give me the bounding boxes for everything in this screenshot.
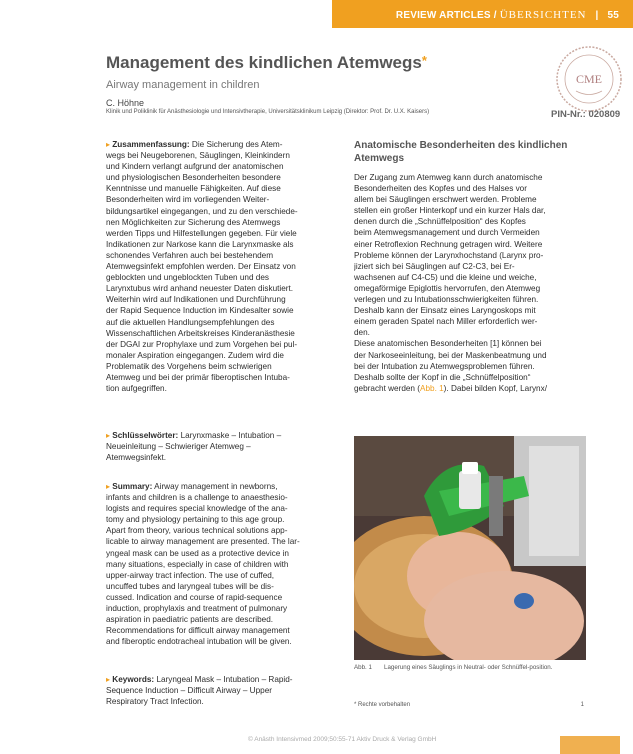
text-line: and fiberoptic endotracheal intubation will be given. — [106, 637, 292, 647]
article-subtitle: Airway management in children — [106, 79, 260, 91]
text-line: der Narkoseeinleitung, bei der Maskenbeatmung und — [354, 350, 547, 360]
running-header — [396, 9, 619, 21]
keywords-label: Keywords: — [112, 675, 155, 684]
text-line: stellen ein großer Hinterkopf und ein kurzer Hals dar, — [354, 206, 546, 216]
text-line: jiziert sich bei Säuglingen auf C2-C3, bei Er- — [354, 261, 515, 271]
summary-label: Summary: — [112, 482, 153, 491]
pin-number: PIN-Nr.: 020809 — [551, 109, 621, 120]
text-line: aspiration in paediatric patients are described. — [106, 615, 274, 625]
text-line: schonendes Verfahren auch bei bestehendem — [106, 250, 274, 260]
text-line: der Rapid Sequence Induction im Kindesalter sowie — [106, 306, 294, 316]
text-line: cussed. Indication and course of rapid-sequence — [106, 592, 283, 602]
text-line: Probleme können der Larynxhochstand (Larynx pro- — [354, 250, 544, 260]
cme-seal-icon — [554, 44, 624, 114]
text-line: logists and requires special knowledge of the ana- — [106, 504, 288, 514]
text-line: uncuffed tubes and laryngeal tubes will be dis- — [106, 581, 274, 591]
article-title-text: Management des kindlichen Atemwegs — [106, 53, 422, 72]
zusammenfassung-block — [106, 139, 343, 394]
text-line: werden Tipps und Hilfestellungen gegeben. Für viele — [106, 228, 297, 238]
text-line: Atemweg und bei der primär fiberoptischen Intuba- — [106, 372, 290, 382]
bullet-icon: ▸ — [106, 482, 111, 491]
text-line: Larynxtubus wird anhand neuester Daten diskutiert. — [106, 284, 294, 294]
text-line: Atemwegsinfekt. — [106, 453, 167, 463]
text-line: beim Atemwegsmanagement und durch Vermeiden — [354, 228, 540, 238]
text-line: allem bei Säuglingen erschwert werden. Probleme — [354, 195, 537, 205]
text-line: Recommendations for difficult airway management — [106, 626, 290, 636]
text-line: Larynxmaske – Intubation – — [180, 431, 282, 440]
footer-copyright: © Anästh Intensivmed 2009;50:55-71 Aktiv Druck & Verlag GmbH — [248, 736, 437, 743]
text-line: tion aufgegriffen. — [106, 384, 167, 394]
text-line: der DGAI zur Prophylaxe und zum Vorgehen bei pul- — [106, 339, 298, 349]
text-fragment: ). Dabei bilden Kopf, Larynx/ — [443, 383, 547, 393]
text-line: infants and children is a challenge to anaesthesio- — [106, 493, 288, 503]
text-line: bei der Intubation zu Atemwegsproblemen führen. — [354, 361, 535, 371]
text-line: licable to airway management are presented. The lar- — [106, 537, 300, 547]
text-line: Airway management in newborns, — [154, 482, 278, 491]
text-line: Sequence Induction – Difficult Airway – Upper — [106, 686, 272, 696]
text-line: Der Zugang zum Atemweg kann durch anatomische — [354, 173, 543, 182]
text-line: bildungsartikel eingegangen, und zu den verschiede- — [106, 206, 298, 216]
text-line: einer Retroflexion Rechnung getragen wird. Weitere — [354, 239, 543, 249]
text-line: upper-airway tract infection. The use of cuffed, — [106, 570, 275, 580]
zusammenfassung-label: Zusammenfassung: — [112, 140, 190, 149]
text-line: Besonderheiten wird im vorliegenden Weiter- — [106, 195, 270, 205]
footnote — [354, 702, 584, 708]
schluesselwoerter-block — [106, 430, 343, 463]
author: C. Höhne — [106, 98, 145, 108]
text-line: und physiologischen Besonderheiten besondere — [106, 173, 281, 183]
text-line: Problematik des Vorgehens beim schwierigen — [106, 361, 272, 371]
text-line: Laryngeal Mask – Intubation – Rapid- — [156, 675, 293, 684]
text-line: Weiterhin wird auf Indikationen und Durchführung — [106, 295, 286, 305]
text-line: yngeal mask can be used as a protective device in — [106, 548, 289, 558]
text-line — [354, 383, 586, 394]
text-line: tomy and physiology pertaining to this age group. — [106, 515, 285, 525]
text-line: wachsenen auf C4-C5) und die kleine und weiche, — [354, 272, 537, 282]
schluesselwoerter-label: Schlüsselwörter: — [112, 431, 179, 440]
text-line: Indikationen zur Narkose kann die Larynxmaske als — [106, 239, 294, 249]
bullet-icon: ▸ — [106, 675, 111, 684]
section-label: REVIEW ARTICLES / — [395, 10, 497, 21]
text-line: omegaförmige Epiglottis hervorrufen, den Atemweg — [354, 283, 541, 293]
cme-seal-text: CME — [575, 72, 603, 86]
article-title — [106, 53, 427, 73]
text-line: nen Möglichkeiten zur Sicherung des Atemwegs — [106, 217, 281, 227]
section-heading: Anatomische Besonderheiten des kindlichen Atemwegs — [354, 140, 568, 164]
text-line: auf die aktuellen Handlungsempfehlungen des — [106, 317, 275, 327]
header-separator: | — [595, 10, 599, 21]
text-line: Besonderheiten des Kopfes und des Halses vor — [354, 184, 527, 194]
text-line: geblockten und ungeblockten Tuben und des — [106, 273, 269, 283]
summary-block — [106, 481, 343, 647]
text-line: denen durch die „Schnüffelposition“ des Kopfes — [354, 217, 526, 227]
body-text-block — [354, 172, 586, 394]
figure-reference-link[interactable]: Abb. 1 — [420, 383, 444, 393]
text-line: Neueinleitung – Schwieriger Atemweg – — [106, 442, 251, 452]
text-line: induction, prophylaxis and treatment of pulmonary — [106, 604, 288, 614]
header-bar — [332, 0, 633, 28]
title-footnote-marker: * — [421, 53, 427, 68]
figure-photo — [354, 436, 586, 660]
text-line: Deshalb kann der Einsatz eines Laryngoskops mit — [354, 306, 536, 316]
text-line: den. — [354, 328, 370, 338]
footnote-number: 1 — [580, 702, 584, 708]
text-line: Die Sicherung des Atem- — [191, 140, 283, 149]
text-line: Diese anatomischen Besonderheiten [1] können bei — [354, 339, 542, 349]
keywords-block — [106, 674, 343, 707]
text-line: Kenntnisse und manuelle Fähigkeiten. Auf diese — [106, 184, 281, 194]
figure-caption — [354, 664, 586, 672]
text-line: many situations, especially in case of children with — [106, 559, 289, 569]
text-line: und Kindern verlangt aufgrund der anatomischen — [106, 162, 284, 172]
text-line: wegs bei Neugeborenen, Säuglingen, Kleinkindern — [106, 151, 290, 161]
figure-label: Abb. 1 — [354, 664, 372, 671]
figure-caption-text: Lagerung eines Säuglings in Neutral- oder Schnüffel-position. — [384, 664, 553, 671]
page-number: 55 — [607, 10, 619, 21]
text-line: einem geraden Spatel nach Miller erforderlich wer- — [354, 317, 538, 327]
bullet-icon: ▸ — [106, 431, 111, 440]
affiliation: Klinik und Poliklinik für Anästhesiologie und Intensivtherapie, Universitätsklinikum Leipzig (Direktor: Prof. Dr. U.X. Kaisers) — [106, 109, 430, 115]
text-line: Deshalb sollte der Kopf in die „Schnüffelposition“ — [354, 372, 531, 382]
text-line: Wissenschaftlichen Arbeitskreises Kinderanästhesie — [106, 328, 295, 338]
text-line: Respiratory Tract Infection. — [106, 697, 204, 707]
bullet-icon: ▸ — [106, 140, 111, 149]
section-label-de: ÜBERSICHTEN — [499, 9, 587, 21]
footnote-text: * Rechte vorbehalten — [354, 702, 411, 708]
footer-accent-bar — [560, 736, 620, 754]
text-line: Apart from theory, various technical solutions app- — [106, 526, 288, 536]
text-line: verlegen und zu Intubationsschwierigkeiten führen. — [354, 295, 539, 305]
text-fragment: gebracht werden ( — [354, 383, 420, 393]
text-line: Atemwegsinfekt empfohlen werden. Der Einsatz von — [106, 262, 296, 272]
text-line: monaler Aspiration eingegangen. Zudem wird die — [106, 350, 284, 360]
